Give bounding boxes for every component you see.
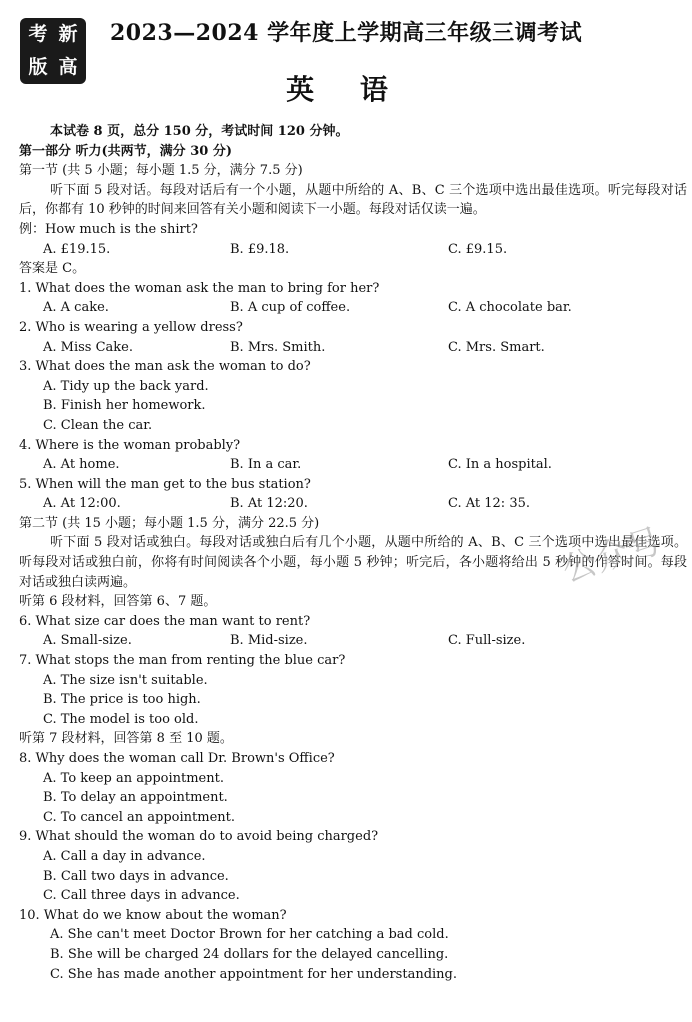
example-answer: 答案是 C。 (19, 261, 86, 277)
question-9: 9. What should the woman do to avoid being charged? (19, 829, 379, 845)
badge-char: 版 (28, 56, 48, 78)
option-b: B. At 12:20. (230, 496, 308, 512)
section2-instructions: 听下面 5 段对话或独白。每段对话或独白后有几个小题，从题中所给的 A、B、C 三个选项中选出最佳选项。听每段对话或独白前，你将有时间阅读各个小题，每小题 5 秒钟；听完后，各小题将给出 5 秒钟的作答时间。每段对话或独白读两遍。 (19, 535, 687, 590)
question-8: 8. Why does the woman call Dr. Brown's Office? (19, 751, 335, 766)
option-c: C. At 12: 35. (448, 496, 530, 512)
option-c: C. In a hospital. (448, 457, 552, 473)
question-2: 2. Who is wearing a yellow dress? (19, 319, 243, 335)
question-6-options (19, 631, 687, 651)
option-b: B. A cup of coffee. (230, 300, 351, 316)
question-6: 6. What size car does the man want to rent? (19, 613, 311, 629)
part1-title: 第一部分 听力(共两节，满分 30 分) (19, 143, 232, 159)
question-7: 7. What stops the man from renting the blue car? (19, 653, 346, 669)
option-b: B. She will be charged 24 dollars for the delayed cancelling. (50, 946, 449, 962)
option-b: B. To delay an appointment. (43, 790, 228, 806)
option-b: B. £9.18. (230, 241, 290, 257)
option-a: A. Small-size. (43, 633, 132, 649)
option-c: C. The model is too old. (43, 711, 199, 727)
material-7-heading: 听第 7 段材料，回答第 8 至 10 题。 (19, 731, 233, 747)
option-a: A. To keep an appointment. (43, 770, 224, 786)
question-2-options (19, 338, 687, 358)
material-6-heading: 听第 6 段材料，回答第 6、7 题。 (19, 594, 217, 610)
question-4: 4. Where is the woman probably? (19, 437, 241, 453)
option-c: C. Full-size. (448, 633, 526, 649)
question-1: 1. What does the woman ask the man to bring for her? (19, 280, 380, 296)
question-4-options (19, 455, 687, 475)
option-c: C. A chocolate bar. (448, 300, 572, 316)
option-a: A. Tidy up the back yard. (43, 378, 209, 394)
exam-intro: 本试卷 8 页，总分 150 分，考试时间 120 分钟。 (50, 124, 349, 139)
option-b: B. Mid-size. (230, 633, 308, 649)
option-a: A. The size isn't suitable. (43, 672, 208, 688)
option-b: B. In a car. (230, 457, 302, 473)
watermark-text: 公众号 (557, 521, 667, 591)
example-question: 例：How much is the shirt? (19, 221, 198, 237)
option-a: A. She can't meet Doctor Brown for her catching a bad cold. (50, 927, 449, 943)
badge-char: 考 (28, 23, 48, 45)
section1-instructions: 听下面 5 段对话。每段对话后有一个小题，从题中所给的 A、B、C 三个选项中选出最佳选项。听完每段对话后，你都有 10 秒钟的时间来回答有关小题和阅读下一小题。每段对话仅读一遍。 (19, 182, 687, 218)
question-1-options (19, 298, 687, 318)
option-c: C. Mrs. Smart. (448, 339, 545, 355)
option-c: C. £9.15. (448, 241, 508, 257)
question-3: 3. What does the man ask the woman to do? (19, 359, 311, 375)
option-a: A. At home. (43, 457, 120, 473)
example-options (19, 240, 687, 260)
option-c: C. She has made another appointment for her understanding. (50, 966, 458, 982)
option-b: B. The price is too high. (43, 692, 201, 708)
option-a: A. A cake. (43, 300, 109, 316)
subject-heading: 英 语 (286, 73, 406, 106)
option-c: C. Clean the car. (43, 417, 153, 433)
question-10: 10. What do we know about the woman? (19, 907, 287, 923)
exam-title: 2023—2024 学年度上学期高三年级三调考试 (110, 20, 583, 46)
question-5-options (19, 494, 687, 514)
section1-title: 第一节 (共 5 小题；每小题 1.5 分，满分 7.5 分) (19, 163, 303, 179)
option-a: A. £19.15. (43, 241, 111, 257)
option-a: A. At 12:00. (43, 496, 121, 512)
option-c: C. To cancel an appointment. (43, 809, 236, 825)
section2-title: 第二节 (共 15 小题；每小题 1.5 分，满分 22.5 分) (19, 515, 320, 531)
option-b: B. Finish her homework. (43, 398, 206, 414)
badge-char: 新 (58, 23, 78, 45)
option-b: B. Call two days in advance. (43, 868, 229, 884)
question-5: 5. When will the man get to the bus station? (19, 476, 311, 492)
option-b: B. Mrs. Smith. (230, 339, 326, 355)
badge-char: 高 (58, 56, 78, 78)
option-c: C. Call three days in advance. (43, 888, 240, 904)
option-a: A. Miss Cake. (43, 339, 133, 355)
option-a: A. Call a day in advance. (43, 848, 206, 864)
